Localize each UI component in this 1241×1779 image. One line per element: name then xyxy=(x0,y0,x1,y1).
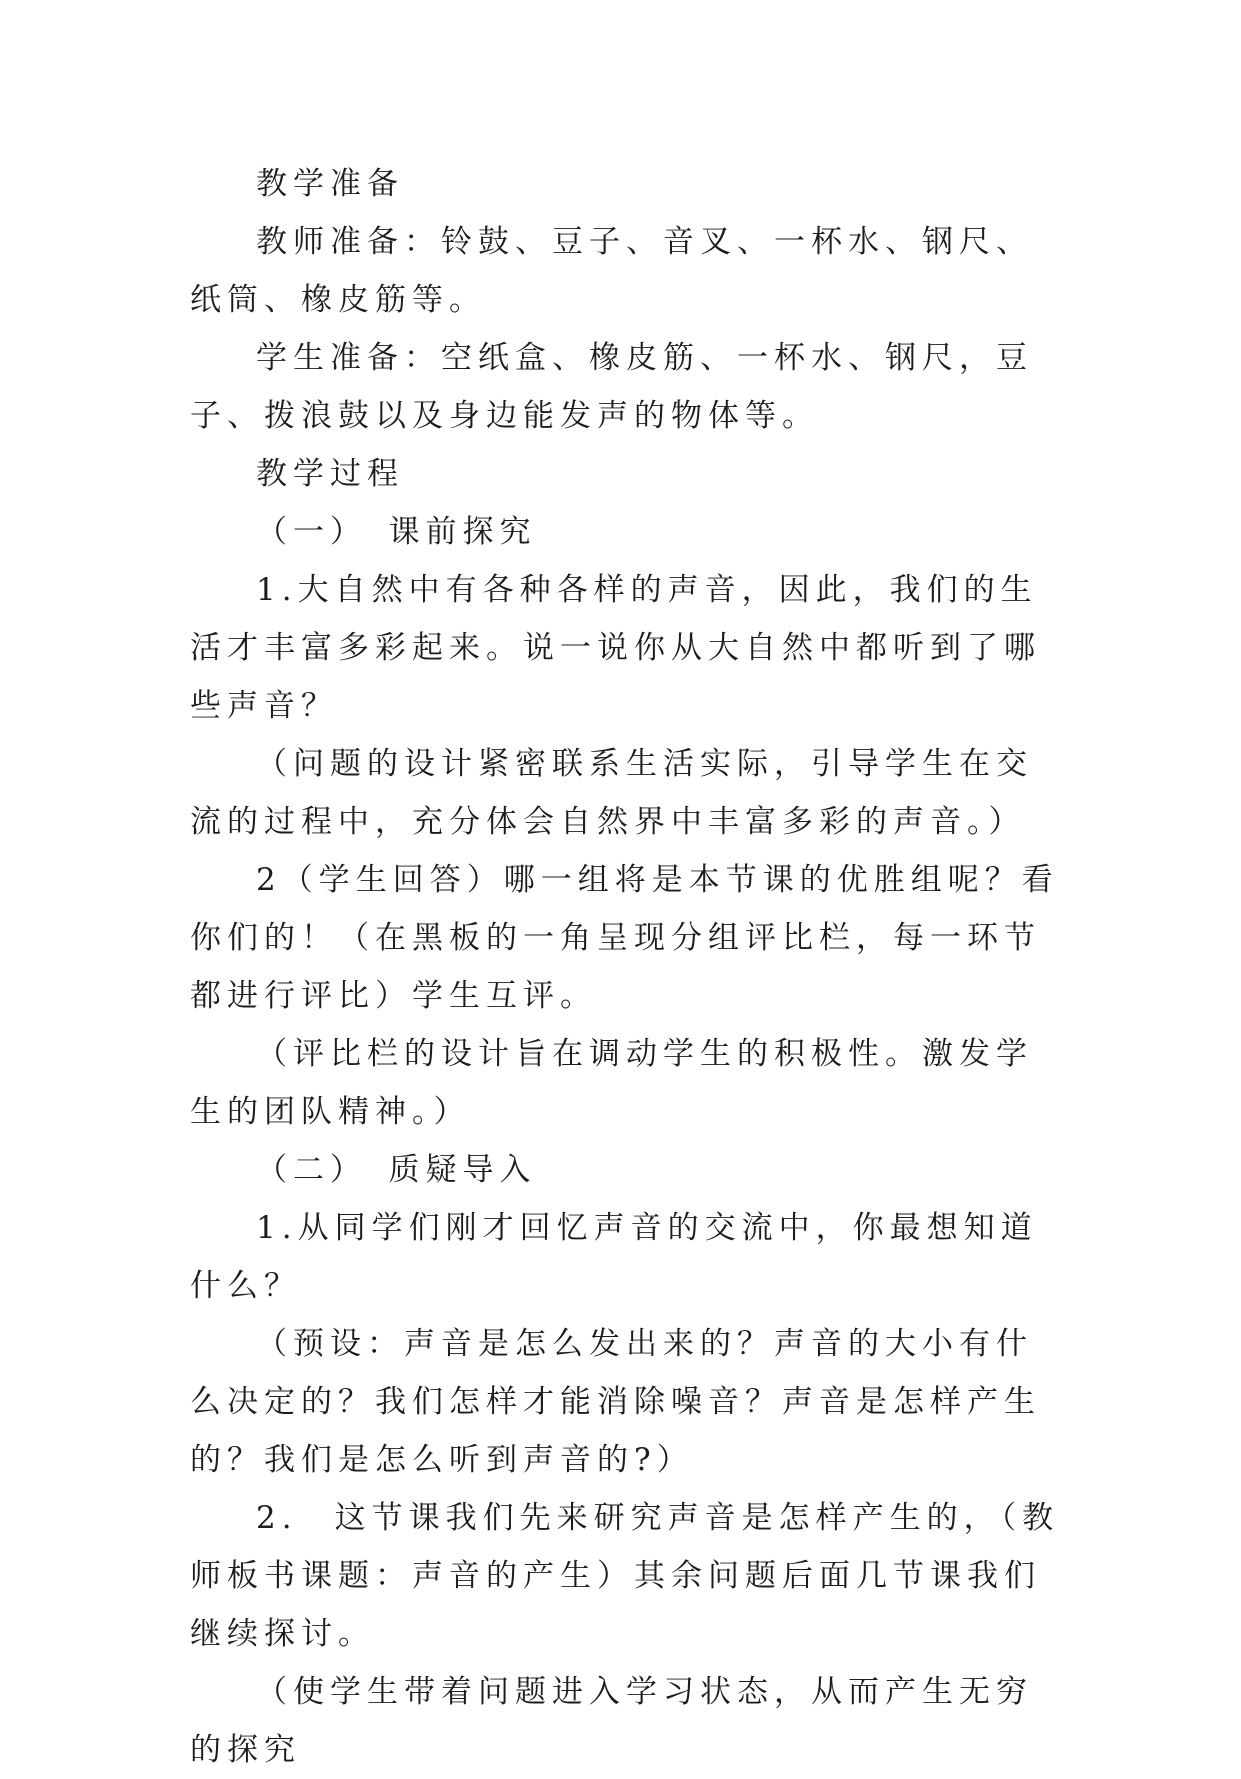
section-heading-teaching-process: 教学过程 xyxy=(256,456,404,492)
paragraph-step-1-what-to-know: 1.从同学们刚才回忆声音的交流中，你最想知道什么？ xyxy=(190,1210,1038,1304)
paragraph-step-2-group-evaluation: 2（学生回答）哪一组将是本节课的优胜组呢？看你们的！（在黑板的一角呈现分组评比栏，每一环节都进行评比）学生互评。 xyxy=(190,862,1059,1014)
paragraph-student-preparation: 学生准备：空纸盒、橡皮筋、一杯水、钢尺，豆子、拨浪鼓以及身边能发声的物体等。 xyxy=(190,340,1033,434)
paragraph-teacher-preparation: 教师准备：铃鼓、豆子、音叉、一杯水、钢尺、纸筒、橡皮筋等。 xyxy=(190,224,1033,318)
paragraph-note-question-design: （问题的设计紧密联系生活实际，引导学生在交流的过程中，充分体会自然界中丰富多彩的声音。） xyxy=(190,746,1033,840)
section-heading-teaching-preparation: 教学准备 xyxy=(256,166,404,202)
paragraph-note-evaluation-column: （评比栏的设计旨在调动学生的积极性。激发学生的团队精神。） xyxy=(190,1036,1033,1130)
paragraph-note-learning-state: （使学生带着问题进入学习状态，从而产生无穷的探究 xyxy=(190,1674,1033,1768)
subheading-questioning-introduction: （二） 质疑导入 xyxy=(256,1152,537,1188)
paragraph-preset-questions: （预设：声音是怎么发出来的？声音的大小有什么决定的？我们怎样才能消除噪音？声音是怎样产生的？我们是怎么听到声音的?） xyxy=(190,1326,1041,1478)
subheading-pre-class-exploration: （一） 课前探究 xyxy=(256,514,537,550)
document-body xyxy=(190,155,1065,1779)
paragraph-step-2-lesson-topic: 2. 这节课我们先来研究声音是怎样产生的，（教师板书课题：声音的产生）其余问题后面几节课我们继续探讨。 xyxy=(190,1500,1060,1652)
paragraph-step-1-sounds-of-nature: 1.大自然中有各种各样的声音，因此，我们的生活才丰富多彩起来。说一说你从大自然中都听到了哪些声音？ xyxy=(190,572,1041,724)
